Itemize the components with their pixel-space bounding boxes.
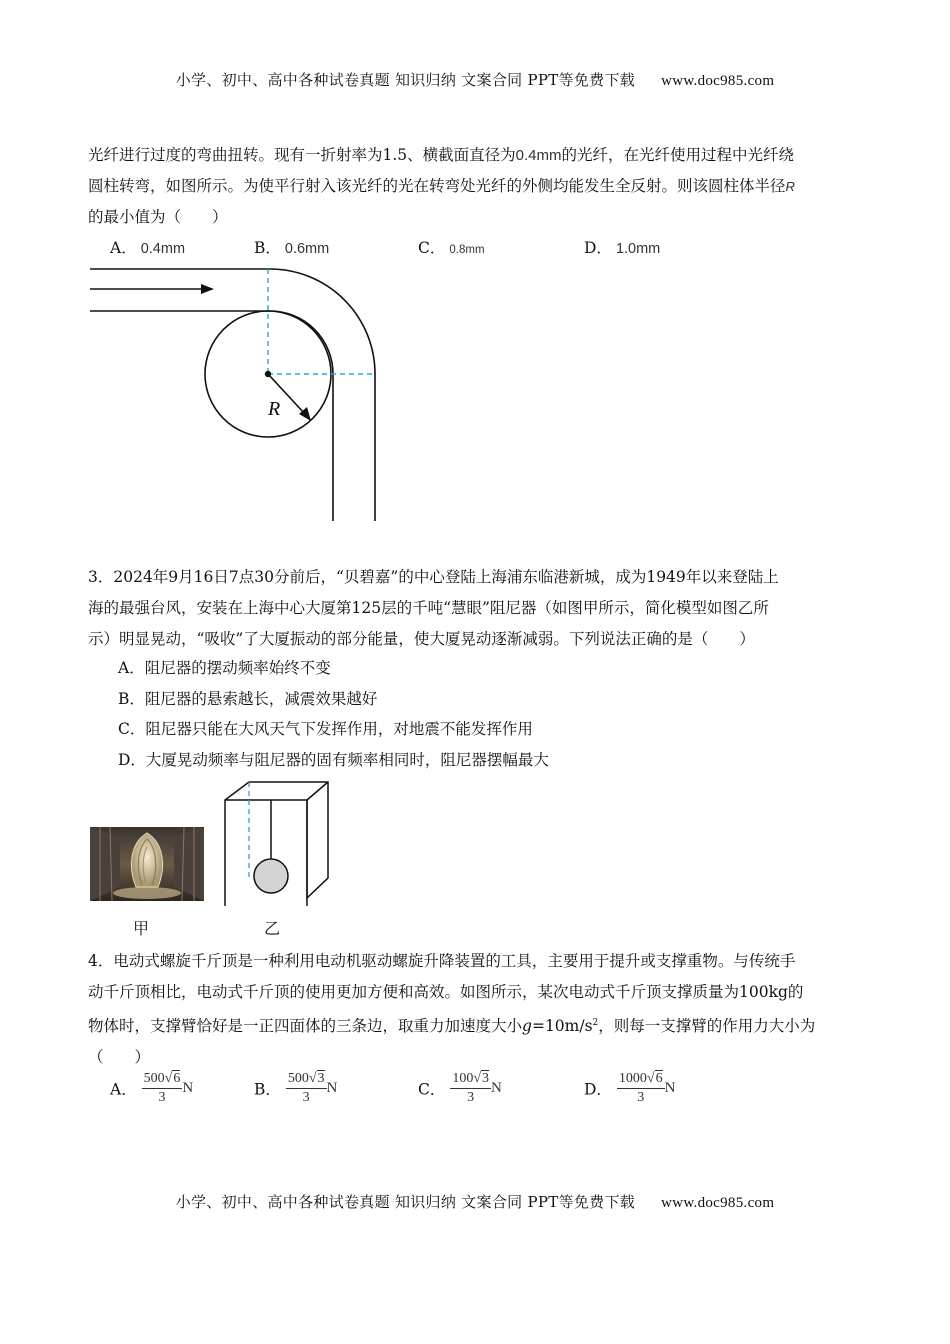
page-header bbox=[0, 69, 950, 90]
footer-text: 小学、初中、高中各种试卷真题 知识归纳 文案合同 PPT等免费下载 bbox=[175, 1193, 636, 1211]
q4-option-c-fraction: $\frac{100√3}{3}$ bbox=[452, 1071, 489, 1105]
footer-site[interactable]: www.doc985.com bbox=[661, 1195, 775, 1211]
q4-option-b[interactable]: B． $\frac{500√3}{3}$ N bbox=[254, 1071, 338, 1105]
q4-line4: （ ） bbox=[88, 1048, 151, 1067]
q4-option-c[interactable]: C． $\frac{100√3}{3}$ N bbox=[418, 1071, 502, 1105]
fiber-bend-figure bbox=[80, 260, 390, 525]
q4-option-a[interactable]: A． $\frac{500√6}{3}$ N bbox=[110, 1071, 194, 1105]
q3-option-b[interactable]: B．阻尼器的悬索越长，减震效果越好 bbox=[118, 690, 378, 708]
q2-line2: 圆柱转弯，如图所示。为使平行射入该光纤的光在转弯处光纤的外侧均能发生全反射。则该圆柱体半径R bbox=[88, 177, 795, 195]
damper-photo bbox=[90, 827, 204, 901]
caption-yi: 乙 bbox=[264, 919, 281, 938]
q3-option-a[interactable]: A．阻尼器的摆动频率始终不变 bbox=[118, 659, 331, 677]
pendulum-model-figure bbox=[220, 778, 332, 908]
q2-option-c[interactable]: C． 0.8mm bbox=[418, 239, 485, 257]
q3-line1: 3．2024年9月16日7点30分前后，“贝碧嘉”的中心登陆上海浦东临港新城，成为1949年以来登陆上 bbox=[88, 568, 779, 586]
q3-text bbox=[88, 562, 860, 655]
q3-line3: 示）明显晃动，“吸收”了大厦振动的部分能量，使大厦晃动逐渐减弱。下列说法正确的是（ ） bbox=[88, 630, 755, 648]
q3-line2: 海的最强台风，安装在上海中心大厦第125层的千吨“慧眼”阻尼器（如图甲所示，简化模型如图乙所 bbox=[88, 599, 769, 617]
q4-option-a-fraction: $\frac{500√6}{3}$ bbox=[143, 1071, 181, 1105]
q4-option-b-fraction: $\frac{500√3}{3}$ bbox=[287, 1071, 325, 1105]
q4-line1: 4．电动式螺旋千斤顶是一种利用电动机驱动螺旋升降装置的工具，主要用于提升或支撑重物。与传统手 bbox=[88, 952, 796, 970]
q2-line3: 的最小值为（ ） bbox=[88, 208, 228, 226]
pendulum-bob bbox=[254, 859, 288, 893]
radius-label: R bbox=[268, 398, 281, 420]
caption-jia: 甲 bbox=[133, 919, 150, 938]
q4-line3: 物体时，支撑臂恰好是一正四面体的三条边，取重力加速度大小$g=10m/s^2$，则每一支撑臂的作用力大小为 bbox=[88, 1017, 816, 1036]
q2-option-a[interactable]: A． 0.4mm bbox=[110, 239, 186, 257]
q2-line1: 光纤进行过度的弯曲扭转。现有一折射率为1.5、横截面直径为0.4mm的光纤，在光纤使用过程中光纤绕 bbox=[88, 146, 795, 164]
header-text: 小学、初中、高中各种试卷真题 知识归纳 文案合同 PPT等免费下载 bbox=[175, 71, 636, 89]
q2-radius-symbol: R bbox=[785, 179, 795, 194]
q3-option-d[interactable]: D．大厦晃动频率与阻尼器的固有频率相同时，阻尼器摆幅最大 bbox=[118, 751, 549, 769]
q2-text bbox=[88, 140, 860, 233]
header-site[interactable]: www.doc985.com bbox=[661, 73, 775, 89]
q2-option-d[interactable]: D． 1.0mm bbox=[584, 239, 661, 257]
light-ray-arrowhead bbox=[201, 284, 214, 294]
q4-option-d[interactable]: D． $\frac{1000√6}{3}$ N bbox=[584, 1071, 676, 1105]
q3-option-c[interactable]: C．阻尼器只能在大风天气下发挥作用，对地震不能发挥作用 bbox=[118, 720, 533, 738]
fiber-inner-edge bbox=[90, 311, 333, 521]
q2-diameter-value: 0.4mm bbox=[515, 147, 562, 164]
q2-option-b[interactable]: B． 0.6mm bbox=[254, 239, 330, 257]
q4-text bbox=[88, 946, 860, 1073]
q4-line2: 动千斤顶相比，电动式千斤顶的使用更加方便和高效。如图所示，某次电动式千斤顶支撑质量为100kg的 bbox=[88, 983, 804, 1001]
page-footer bbox=[0, 1191, 950, 1212]
q4-option-d-fraction: $\frac{1000√6}{3}$ bbox=[618, 1071, 663, 1105]
